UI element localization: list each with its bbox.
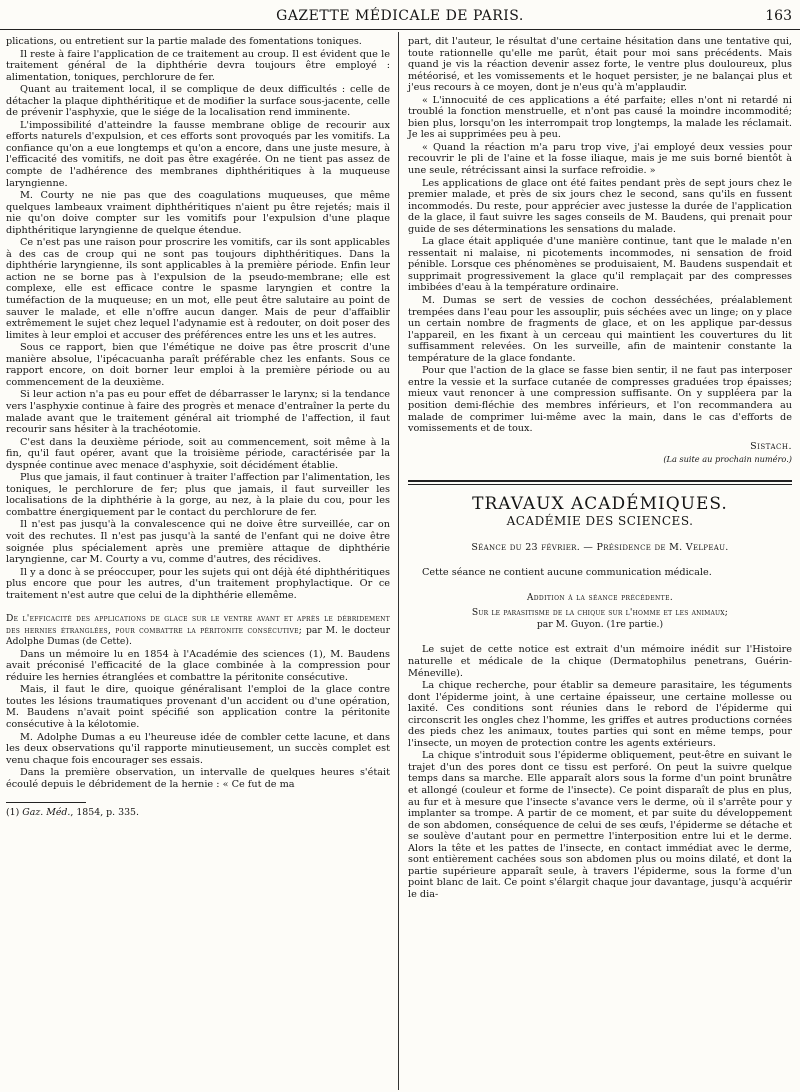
paragraph: Pour que l'action de la glace se fasse bien sentir, il ne faut pas interposer entre la vessie et la surface cutanée de compresses graduées trop épaisses; mieux vaut renoncer à une compression suffisante. On y suppléera par la position demi-fléchie des membres inférieurs, et l'on recommandera au malade de comprimer lui-même avec la main, dans le cas d'efforts de vomissements et de toux. xyxy=(408,365,792,435)
paragraph: « L'innocuité de ces applications a été parfaite; elles n'ont ni retardé ni troublé la fonction menstruelle, et n'ont pas causé la moindre incommodité; bien plus, lorsqu'on les interrompait trop longtemps, la malade les réclamait. Je les ai supprimées peu à peu. xyxy=(408,94,792,141)
footnote-rule xyxy=(6,802,86,803)
paragraph: Dans la première observation, un intervalle de quelques heures s'était écoulé depuis le débridement de la hernie : « Ce fut de ma xyxy=(6,767,390,790)
paragraph: La chique recherche, pour établir sa demeure parasitaire, les téguments dont l'épiderme joint, à une certaine épaisseur, une certaine mollesse ou laxité. Ces conditions sont réunies dans le rebord de l'épiderme qui circonscrit les ongles chez l'homme, les griffes et autres productions cornées des pieds chez les animaux, toutes parties qui sont en même temps, pour l'insecte, un moyen de protection contre les agents extérieurs. xyxy=(408,680,792,749)
addition-topic: Sur le parasitisme de la chique sur l'homme et les animaux; xyxy=(471,607,729,619)
paragraph: Sous ce rapport, bien que l'émétique ne doive pas être proscrit d'une manière absolue, l'ipécacuanha paraît préférable chez les enfants. Sous ce rapport encore, on doit borner leur emploi à la première période ou au commencement de la deuxième. xyxy=(6,342,390,388)
running-title: GAZETTE MÉDICALE DE PARIS. xyxy=(276,8,524,24)
paragraph: Il n'est pas jusqu'à la convalescence qui ne doive être surveillée, car on voit des rechutes. Il n'est pas jusqu'à la santé de l'enfant qui ne doive être soignée plus spécialement après une première attaque de diphthérie laryngienne, car M. Courty a vu, comme d'autres, des récidives. xyxy=(6,519,390,566)
footnote-marker: (1) xyxy=(6,807,20,819)
paragraph: L'impossibilité d'atteindre la fausse membrane oblige de recourir aux efforts naturels d'expulsion, et ces efforts sont provoqués par les vomitifs. La confiance qu'on a eue longtemps et qu'on a encore, dans une juste mesure, à l'efficacité des vomitifs, ne doit pas être exagérée. On ne tient pas assez de compte de l'adhérence des membranes diphthéritiques à la muqueuse laryngienne. xyxy=(6,119,390,189)
paragraph: La glace était appliquée d'une manière continue, tant que le malade n'en ressentait ni malaise, ni picotements incommodes, ni sensation de froid pénible. Lorsque ces phénomènes se produisaient, M. Baudens suspendait et supprimait progressivement la glace qu'il remplaçait par des compresses imbibées d'eau à la température ordinaire. xyxy=(408,236,792,294)
paragraph: « Quand la réaction m'a paru trop vive, j'ai employé deux vessies pour recouvrir le pli de l'aine et la fosse iliaque, mais je me suis borné bientôt à une seule, rétrécissant ainsi la surface refroidie. » xyxy=(408,141,792,177)
article-title: De l'efficacité des applications de glace sur le ventre avant et après le débridement des hernies étranglées, pour combattre la péritonite consécutive; xyxy=(6,613,390,636)
right-column xyxy=(408,36,792,901)
session-line: Séance du 23 février. — Présidence de M. Velpeau. xyxy=(471,541,729,553)
continued-note: (La suite au prochain numéro.) xyxy=(663,454,792,465)
addition-subtitle xyxy=(408,607,792,630)
article-author: par M. le docteur Adolphe Dumas (de Cette). xyxy=(6,624,390,648)
paragraph: part, dit l'auteur, le résultat d'une certaine hésitation dans une tentative qui, toute rationnelle qu'elle me parût, était pour moi sans précédents. Mais quand je vis la réaction devenir assez forte, le ventre plus douloureux, plus météorisé, et les vomissements et le hoquet persister, je ne balançai plus et j'eus recours à ce moyen, dont je n'eus qu'à m'applaudir. xyxy=(408,36,792,94)
left-column xyxy=(6,36,390,820)
paragraph: Le sujet de cette notice est extrait d'un mémoire inédit sur l'Histoire naturelle et médicale de la chique (Dermatophilus penetrans, Guérin-Méneville). xyxy=(408,644,792,679)
paragraph: C'est dans la deuxième période, soit au commencement, soit même à la fin, qu'il faut opérer, avant que la troisième période, caractérisée par la dyspnée continue avec menace d'asphyxie, soit décidément établie. xyxy=(6,436,390,471)
paragraph: Il reste à faire l'application de ce traitement au croup. Il est évident que le traitement général de la diphthérie devra toujours être employé : alimentation, toniques, perchlorure de fer. xyxy=(6,48,390,83)
column-divider xyxy=(398,32,399,1090)
page-header xyxy=(0,0,800,30)
paragraph: Ce n'est pas une raison pour proscrire les vomitifs, car ils sont applicables à des cas de croup qui ne sont pas toujours diphthéritiques. Dans la diphthérie laryngienne, ils sont applicables à la première période. Enfin leur action ne se borne pas à l'expulsion de la pseudo-membrane; elle est complexe, elle est efficace contre le spasme laryngien et contre la tuméfaction de la muqueuse; en un mot, elle peut être salutaire au point de sauver le malade, et elle n'offre aucun danger. Mais de peur d'affaiblir extrêmement le sujet chez lequel l'adynamie est à redouter, on doit poser des limites à leur emploi et accuser des préférences entre les uns et les autres. xyxy=(6,237,390,341)
footnote-reference: , 1854, p. 335. xyxy=(70,807,139,819)
paragraph: Cette séance ne contient aucune communication médicale. xyxy=(422,567,712,579)
section-title: TRAVAUX ACADÉMIQUES. xyxy=(472,493,728,514)
paragraph: M. Courty ne nie pas que des coagulations muqueuses, que même quelques lambeaux vraiment diphthéritiques n'aient pu être rejetés; mais il nie qu'on doive compter sur les vomitifs pour l'expulsion d'une plaque diphthéritique laryngienne de quelque étendue. xyxy=(6,190,390,236)
paragraph: M. Dumas se sert de vessies de cochon desséchées, préalablement trempées dans l'eau pour les assouplir, puis séchées avec un linge; on y place un certain nombre de fragments de glace, et on les applique par-dessus l'appareil, en les fixant à un cerceau qui maintient les couvertures du lit suffisamment relevées. On les surveille, afin de maintenir constante la température de la glace fondante. xyxy=(408,295,792,364)
footnote xyxy=(6,807,390,819)
author-signature: Sistach. xyxy=(750,440,792,452)
footnote-source: Gaz. Méd. xyxy=(22,807,71,819)
paragraph: M. Adolphe Dumas a eu l'heureuse idée de combler cette lacune, et dans les deux observations qu'il rapporte minutieusement, un succès complet est venu chaque fois encourager ses essais. xyxy=(6,731,390,766)
paragraph: Si leur action n'a pas eu pour effet de débarrasser le larynx; si la tendance vers l'asphyxie continue à faire des progrès et menace d'entraîner la perte du malade avant que le traitement général ait triomphé de l'affection, il faut recourir sans hésiter à la trachéotomie. xyxy=(6,389,390,436)
article-heading xyxy=(6,613,390,648)
paragraph: Il y a donc à se préoccuper, pour les sujets qui ont déjà été diphthéritiques plus encore que pour les autres, d'un traitement prophylactique. Or ce traitement n'est autre que celui de la diphthérie ellemême. xyxy=(6,566,390,601)
paragraph: Quant au traitement local, il se complique de deux difficultés : celle de détacher la plaque diphthéritique et de modifier la surface sous-jacente, celle de prévenir l'asphyxie, que le siége de la localisation rend imminente. xyxy=(6,84,390,119)
section-divider xyxy=(408,480,792,485)
subsection-title: ACADÉMIE DES SCIENCES. xyxy=(506,514,694,529)
addition-author: par M. Guyon. (1re partie.) xyxy=(536,618,664,630)
paragraph: Mais, il faut le dire, quoique généralisant l'emploi de la glace contre toutes les lésions traumatiques provenant d'un accident ou d'une opération, M. Baudens n'avait point spécifié son application contre la péritonite consécutive à la kélotomie. xyxy=(6,684,390,731)
paragraph: Les applications de glace ont été faites pendant près de sept jours chez le premier malade, et près de six jours chez le second, sans qu'ils en fussent incommodés. Du reste, pour apprécier avec justesse la durée de l'application de la glace, il faut suivre les sages conseils de M. Baudens, qui prenait pour guide de ses déterminations les sensations du malade. xyxy=(408,177,792,235)
addition-title: Addition à la séance précédente. xyxy=(526,592,674,603)
paragraph: La chique s'introduit sous l'épiderme obliquement, peut-être en suivant le trajet d'un des pores dont ce tissu est perforé. On peut la suivre quelque temps dans sa marche. Elle apparaît alors sous la forme d'un point brunâtre et allongé (couleur et forme de l'insecte). Ce point disparaît de plus en plus, au fur et à mesure que l'insecte s'avance vers le derme, où il s'arrête pour y implanter sa trompe. A partir de ce moment, et par suite du développement de son abdomen, conséquence de celui de ses œufs, l'épiderme se détache et se soulève d'autant pour en permettre l'interposition entre lui et le derme. Alors la tête et les pattes de l'insecte, en contact immédiat avec le derme, sont entièrement cachées sous son abdomen plus ou moins dilaté, et dont la partie supérieure apparaît seule, à travers l'épiderme, sous la forme d'un point blanc de lait. Ce point s'élargit chaque jour davantage, jusqu'à acquérir le dia- xyxy=(408,750,792,900)
paragraph: plications, ou entretient sur la partie malade des fomentations toniques. xyxy=(6,36,362,47)
page-number: 163 xyxy=(765,8,792,24)
paragraph: Plus que jamais, il faut continuer à traiter l'affection par l'alimentation, les toniques, le perchlorure de fer; plus que jamais, il faut surveiller les localisations de la diphthérie à la gorge, au nez, à la plaie du cou, pour les combattre énergiquement par le contact du perchlorure de fer. xyxy=(6,472,390,518)
paragraph: Dans un mémoire lu en 1854 à l'Académie des sciences (1), M. Baudens avait préconisé l'efficacité de la glace combinée à la compression pour réduire les hernies étranglées et combattre la péritonite consécutive. xyxy=(6,648,390,683)
